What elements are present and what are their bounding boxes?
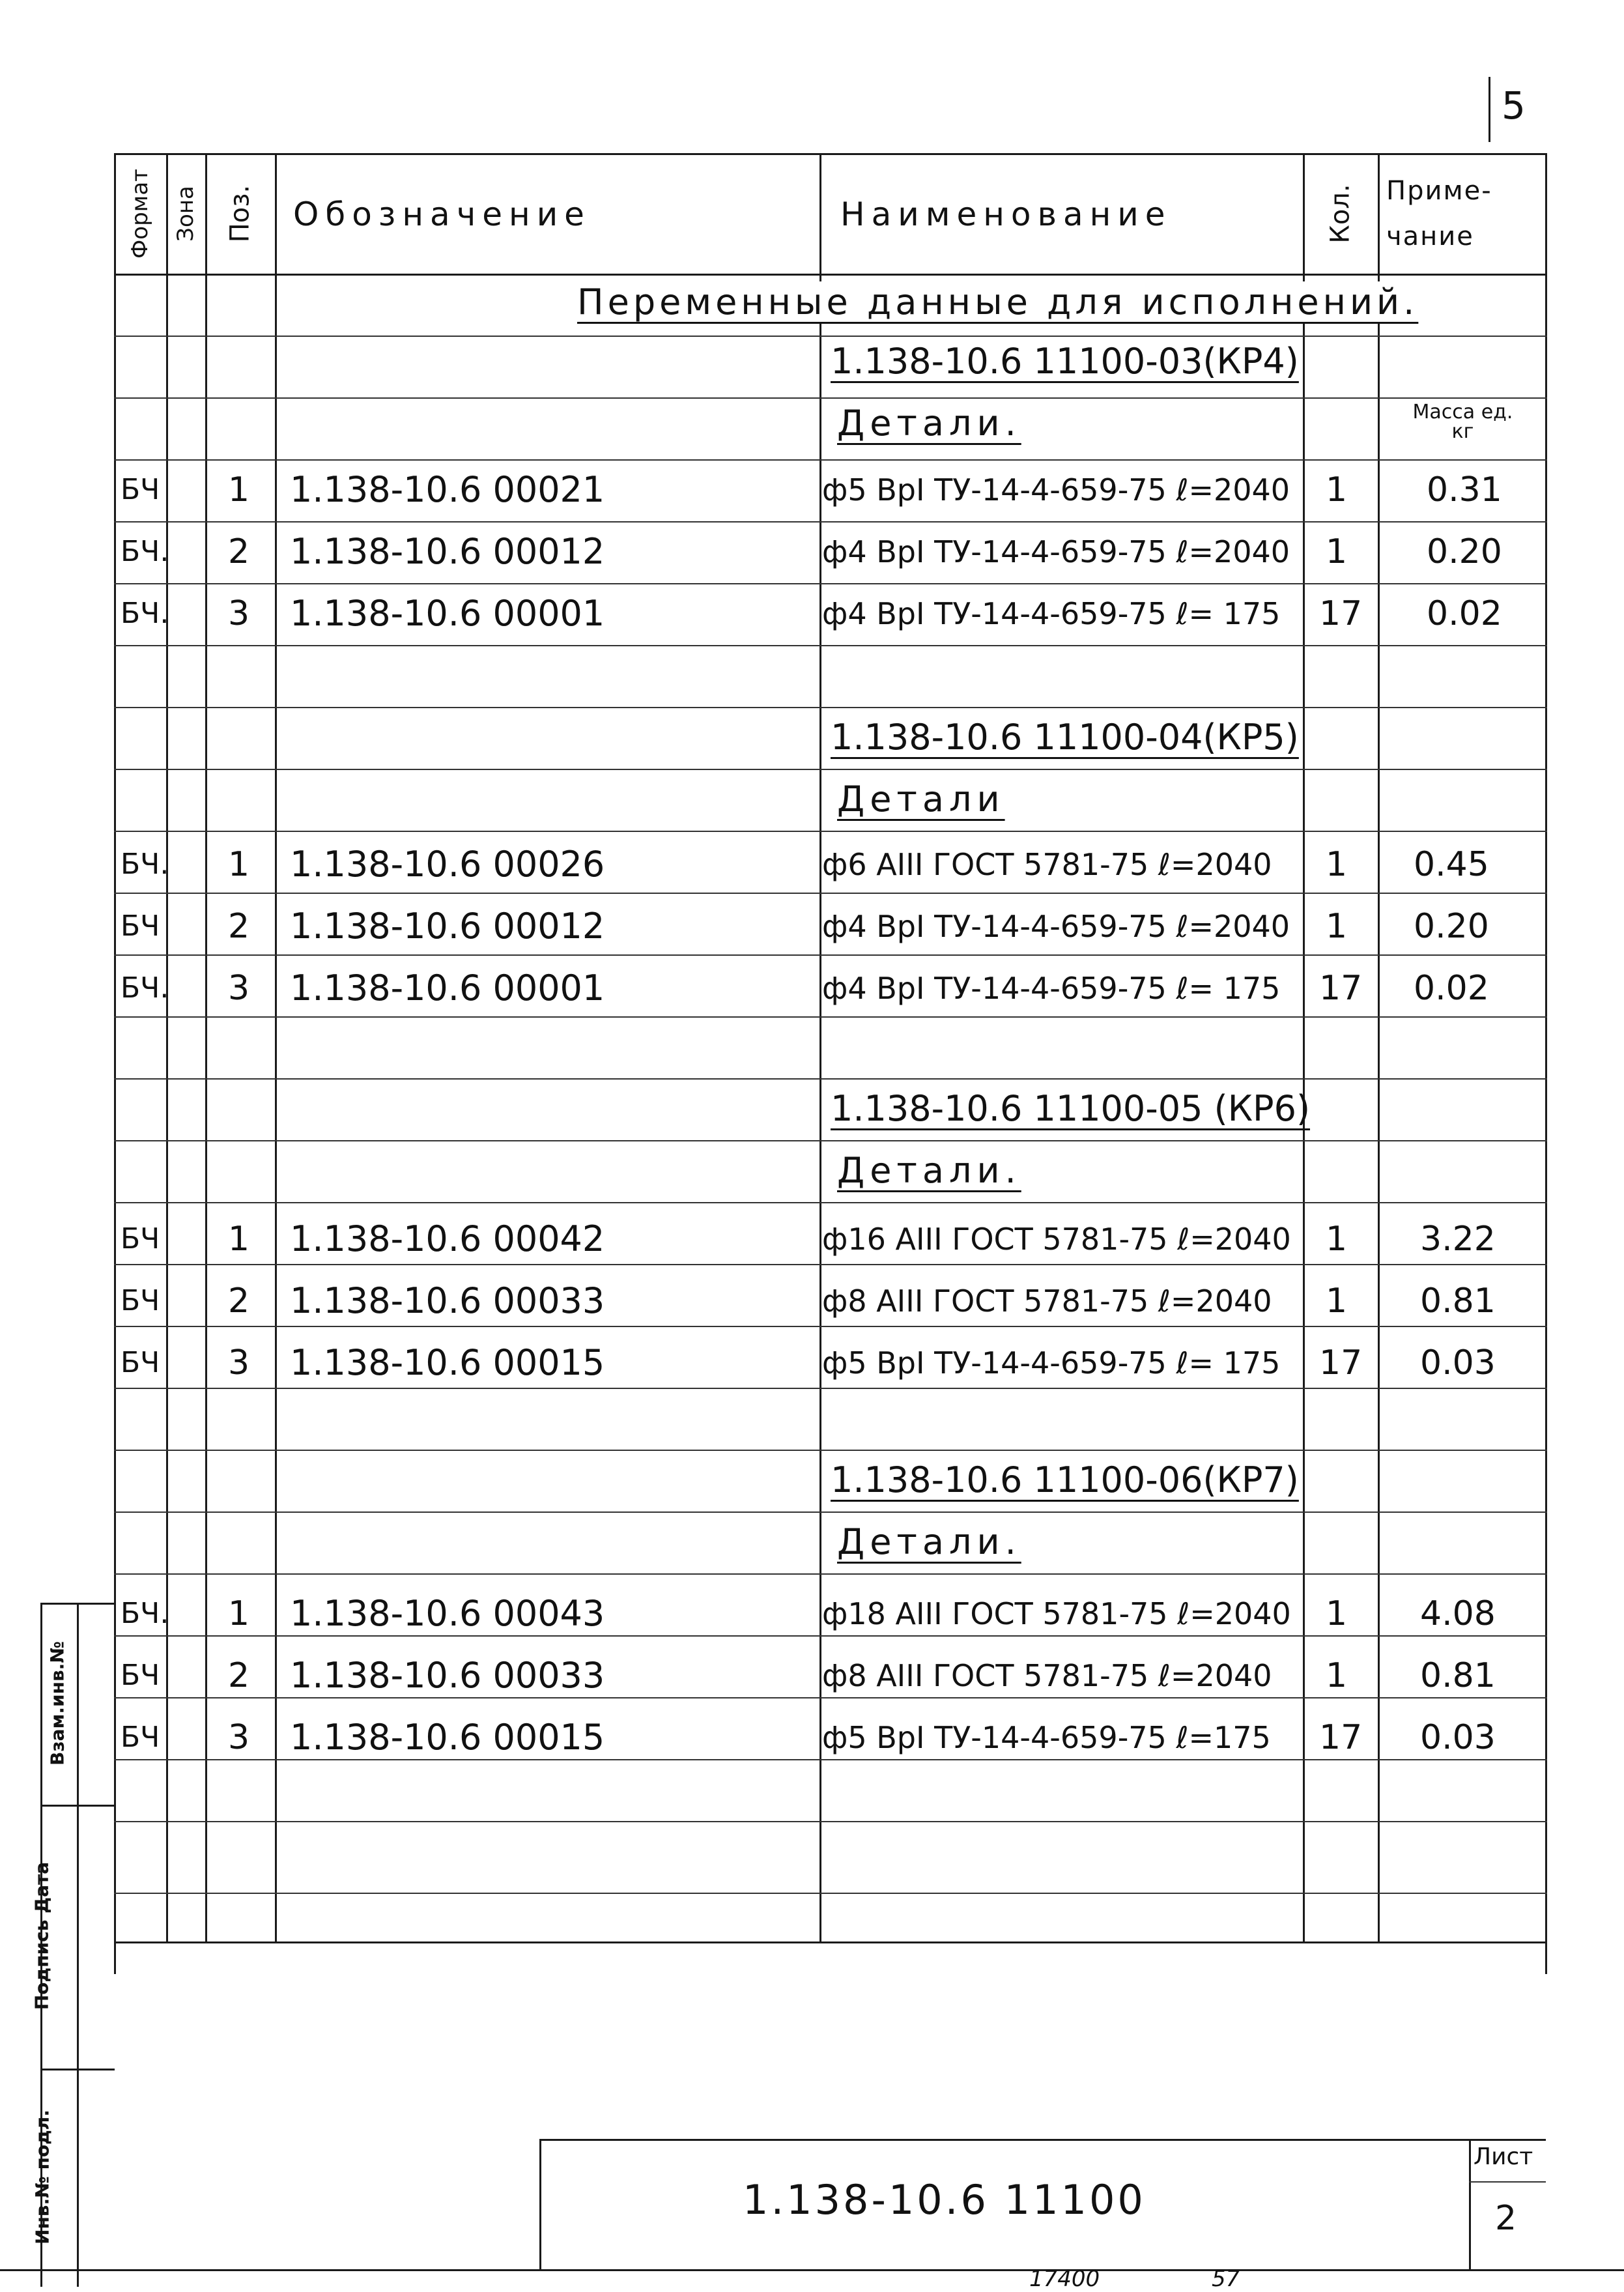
sheet-number: 2 [1495, 2199, 1517, 2238]
document-code: 1.138-10.6 11100 [743, 2176, 1146, 2224]
header-designation: Обозначение [293, 195, 591, 233]
header-zone: Зона [173, 185, 199, 242]
section-code: 1.138-10.6 11100-03(КР4) [831, 341, 1299, 382]
page-number-mark [1489, 77, 1490, 142]
header-note-line1: Приме- [1386, 176, 1492, 206]
header-name: Наименование [840, 195, 1172, 233]
sheet-label: Лист [1474, 2143, 1533, 2170]
stamp-vzam-inv: Взам.инв.№ [46, 1640, 68, 1766]
bottom-frame-line [0, 2269, 1624, 2271]
header-pos: Поз. [225, 184, 255, 242]
header-qty: Кол. [1325, 183, 1356, 244]
details-heading: Детали [837, 779, 1005, 820]
page-number: 5 [1502, 83, 1526, 128]
header-note-line2: чание [1386, 222, 1474, 251]
stamp-sign-date: Подпись Дата [31, 1861, 53, 2011]
section-code: 1.138-10.6 11100-06(КР7) [831, 1459, 1299, 1500]
stamp-inv-podl: Инв.№ подл. [31, 2110, 53, 2244]
footer-extra: 57 [1212, 2266, 1240, 2292]
table-title: Переменные данные для исполнений. [573, 281, 1422, 322]
section-code: 1.138-10.6 11100-05 (КР6) [831, 1088, 1311, 1129]
details-heading: Детали. [837, 1521, 1021, 1562]
header-format: Формат [127, 168, 154, 259]
footer-code: 17400 [1029, 2266, 1100, 2292]
details-heading: Детали. [837, 403, 1021, 444]
mass-header: Масса ед. кг [1412, 401, 1513, 443]
section-code: 1.138-10.6 11100-04(КР5) [831, 717, 1299, 758]
details-heading: Детали. [837, 1150, 1021, 1191]
